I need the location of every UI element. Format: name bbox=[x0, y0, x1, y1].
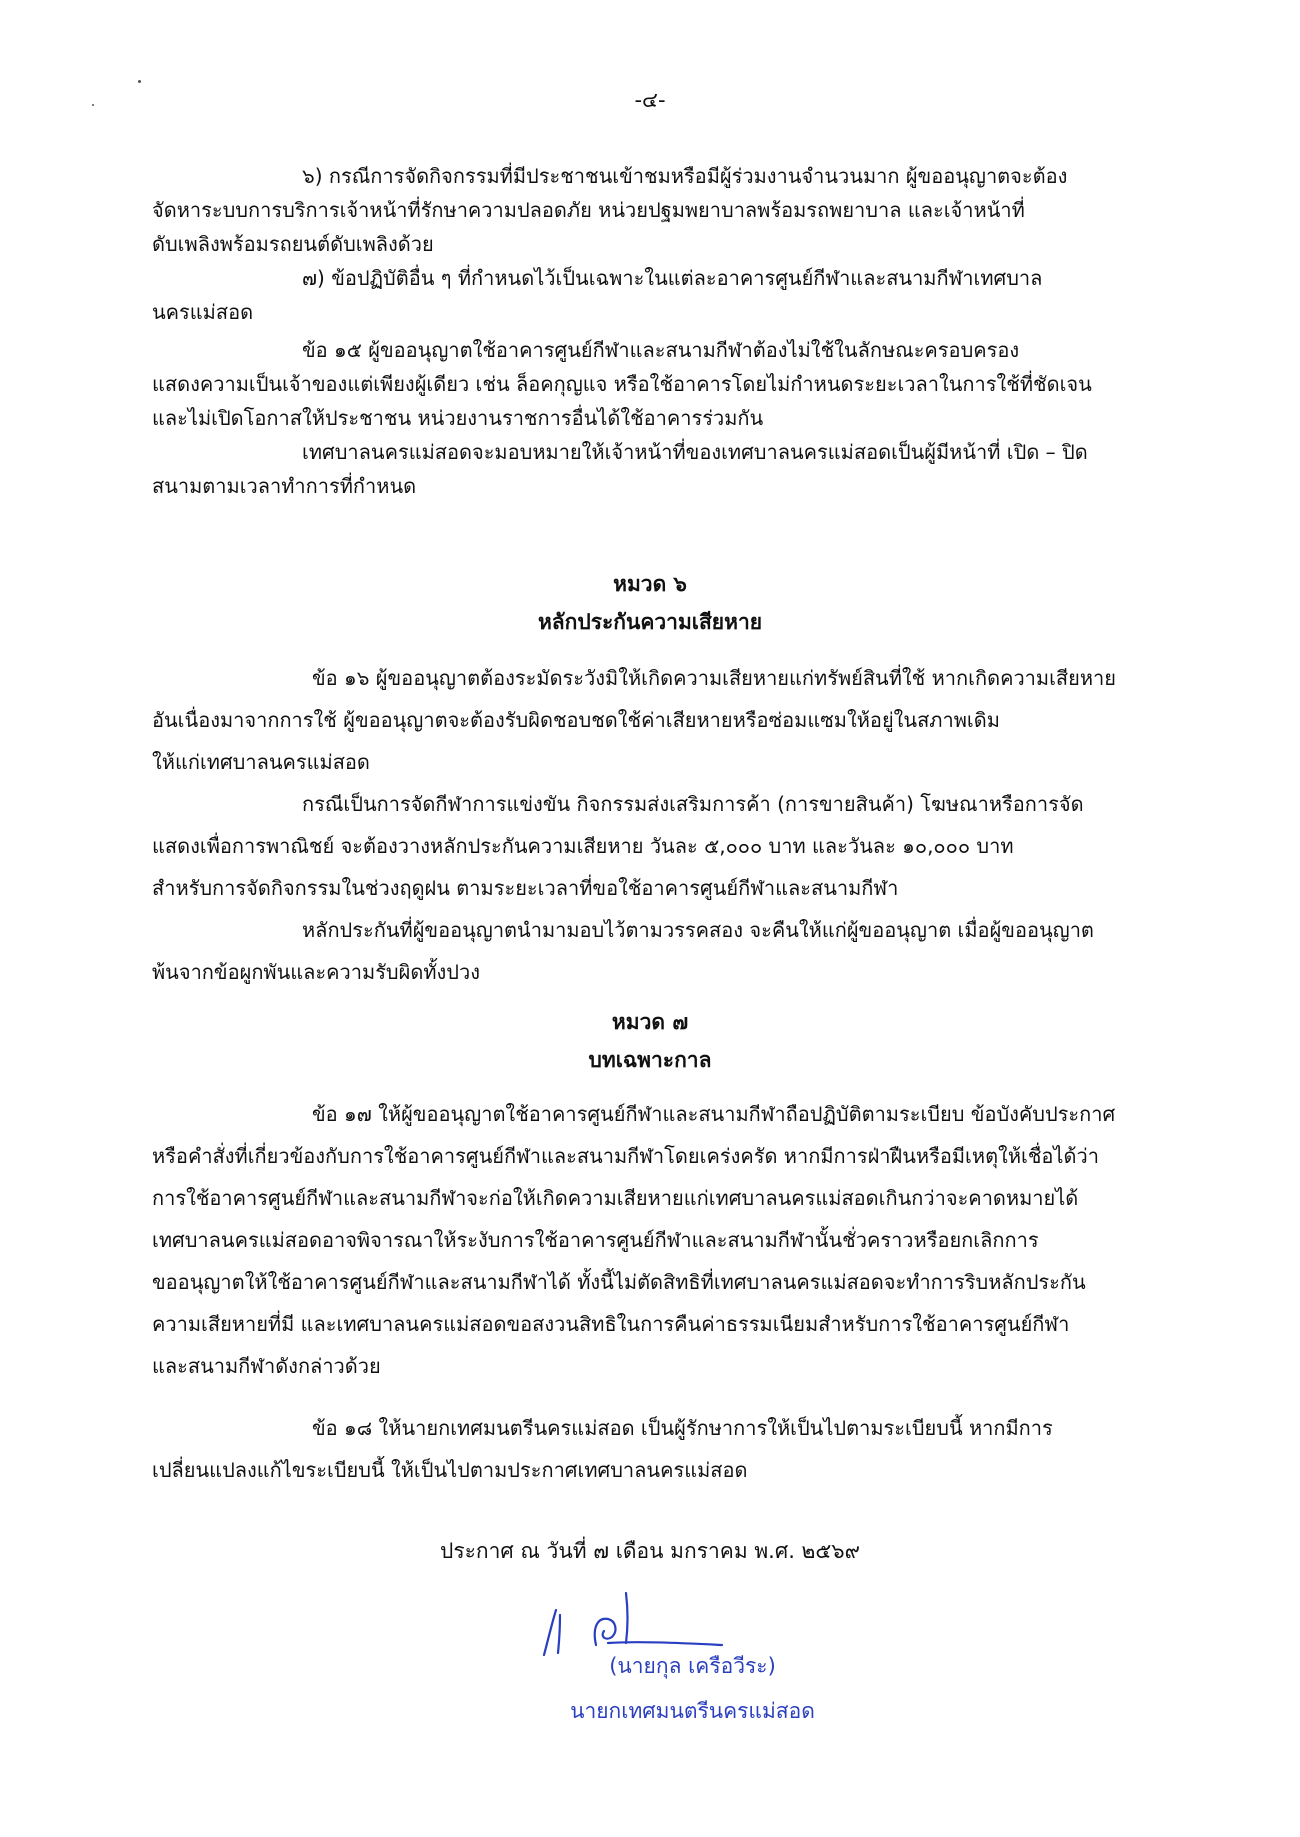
paragraph-line: สำหรับการจัดกิจกรรมในช่วงฤดูฝน ตามระยะเวลาที่ขอใช้อาคารศูนย์กีฬาและสนามกีฬา bbox=[152, 876, 899, 900]
paragraph-line: และไม่เปิดโอกาสให้ประชาชน หน่วยงานราชการอื่นได้ใช้อาคารร่วมกัน bbox=[152, 406, 764, 430]
paragraph-line: เปลี่ยนแปลงแก้ไขระเบียบนี้ ให้เป็นไปตามประกาศเทศบาลนครแม่สอด bbox=[152, 1458, 748, 1482]
announcement-date: ประกาศ ณ วันที่ ๗ เดือน มกราคม พ.ศ. ๒๕๖๙ bbox=[440, 1539, 860, 1563]
chapter-6-title: หลักประกันความเสียหาย bbox=[537, 610, 763, 634]
chapter-6-number: หมวด ๖ bbox=[613, 572, 687, 596]
paragraph-line: และสนามกีฬาดังกล่าวด้วย bbox=[152, 1354, 381, 1378]
paragraph-line: สนามตามเวลาทำการที่กำหนด bbox=[152, 474, 417, 498]
paragraph-line: นครแม่สอด bbox=[152, 300, 254, 324]
paragraph-line: พ้นจากข้อผูกพันและความรับผิดทั้งปวง bbox=[152, 960, 480, 984]
paragraph-line: เทศบาลนครแม่สอดจะมอบหมายให้เจ้าหน้าที่ของเทศบาลนครแม่สอดเป็นผู้มีหน้าที่ เปิด – ปิด bbox=[302, 440, 1088, 464]
signer-name: (นายกุล เครือวีระ) bbox=[609, 1654, 776, 1678]
paragraph-line: ให้แก่เทศบาลนครแม่สอด bbox=[152, 750, 370, 774]
paragraph-line: ความเสียหายที่มี และเทศบาลนครแม่สอดขอสงวนสิทธิในการคืนค่าธรรมเนียมสำหรับการใช้อาคารศูนย์กีฬา bbox=[152, 1312, 1070, 1336]
paragraph-line: ข้อ ๑๗ ให้ผู้ขออนุญาตใช้อาคารศูนย์กีฬาและสนามกีฬาถือปฏิบัติตามระเบียบ ข้อบังคับประกาศ bbox=[312, 1102, 1116, 1126]
paragraph-line: แสดงความเป็นเจ้าของแต่เพียงผู้เดียว เช่น ล็อคกุญแจ หรือใช้อาคารโดยไม่กำหนดระยะเวลาในการใช้ที่ชัดเจน bbox=[152, 372, 1092, 396]
paragraph-line: แสดงเพื่อการพาณิชย์ จะต้องวางหลักประกันความเสียหาย วันละ ๕,๐๐๐ บาท และวันละ ๑๐,๐๐๐ บาท bbox=[152, 834, 1014, 858]
paragraph-line: ข้อ ๑๕ ผู้ขออนุญาตใช้อาคารศูนย์กีฬาและสนามกีฬาต้องไม่ใช้ในลักษณะครอบครอง bbox=[302, 338, 1020, 362]
chapter-7-number: หมวด ๗ bbox=[611, 1010, 689, 1034]
paragraph-line: กรณีเป็นการจัดกีฬาการแข่งขัน กิจกรรมส่งเสริมการค้า (การขายสินค้า) โฆษณาหรือการจัด bbox=[302, 792, 1084, 816]
paragraph-line: ๗) ข้อปฏิบัติอื่น ๆ ที่กำหนดไว้เป็นเฉพาะในแต่ละอาคารศูนย์กีฬาและสนามกีฬาเทศบาล bbox=[302, 266, 1043, 290]
paragraph-line: จัดหาระบบการบริการเจ้าหน้าที่รักษาความปลอดภัย หน่วยปฐมพยาบาลพร้อมรถพยาบาล และเจ้าหน้าที่ bbox=[152, 198, 1025, 222]
paragraph-line: ขออนุญาตให้ใช้อาคารศูนย์กีฬาและสนามกีฬาได้ ทั้งนี้ไม่ตัดสิทธิที่เทศบาลนครแม่สอดจะทำการริบหลักประกัน bbox=[152, 1270, 1086, 1294]
section-top bbox=[152, 159, 1172, 503]
signer-title: นายกเทศมนตรีนครแม่สอด bbox=[570, 1699, 815, 1723]
section-chapter-6 bbox=[152, 657, 1172, 993]
page-number: -๔- bbox=[634, 88, 666, 112]
paragraph-line: หลักประกันที่ผู้ขออนุญาตนำมามอบไว้ตามวรรคสอง จะคืนให้แก่ผู้ขออนุญาต เมื่อผู้ขออนุญาต bbox=[302, 918, 1094, 942]
paragraph-line: อันเนื่องมาจากการใช้ ผู้ขออนุญาตจะต้องรับผิดชอบชดใช้ค่าเสียหายหรือซ่อมแซมให้อยู่ในสภาพเดิม bbox=[152, 708, 1000, 732]
paragraph-line: ๖) กรณีการจัดกิจกรรมที่มีประชาชนเข้าชมหรือมีผู้ร่วมงานจำนวนมาก ผู้ขออนุญาตจะต้อง bbox=[302, 164, 1068, 188]
paragraph-line: การใช้อาคารศูนย์กีฬาและสนามกีฬาจะก่อให้เกิดความเสียหายแก่เทศบาลนครแม่สอดเกินกว่าจะคาดหมายได้ bbox=[152, 1186, 1079, 1210]
chapter-7-title: บทเฉพาะกาล bbox=[588, 1048, 712, 1072]
paragraph-line: ข้อ ๑๖ ผู้ขออนุญาตต้องระมัดระวังมิให้เกิดความเสียหายแก่ทรัพย์สินที่ใช้ หากเกิดความเสียหาย bbox=[312, 666, 1116, 690]
paragraph-line: ดับเพลิงพร้อมรถยนต์ดับเพลิงด้วย bbox=[152, 232, 434, 256]
section-chapter-7 bbox=[152, 1093, 1172, 1491]
paragraph-line: ข้อ ๑๘ ให้นายกเทศมนตรีนครแม่สอด เป็นผู้รักษาการให้เป็นไปตามระเบียบนี้ หากมีการ bbox=[312, 1416, 1053, 1440]
paragraph-line: หรือคำสั่งที่เกี่ยวข้องกับการใช้อาคารศูนย์กีฬาและสนามกีฬาโดยเคร่งครัด หากมีการฝ่าฝืนหรือมีเหตุให้เชื่อได้ว่า bbox=[152, 1144, 1099, 1168]
scan-speck bbox=[138, 80, 141, 83]
paragraph-line: เทศบาลนครแม่สอดอาจพิจารณาให้ระงับการใช้อาคารศูนย์กีฬาและสนามกีฬานั้นชั่วคราวหรือยกเลิกการ bbox=[152, 1228, 1039, 1252]
